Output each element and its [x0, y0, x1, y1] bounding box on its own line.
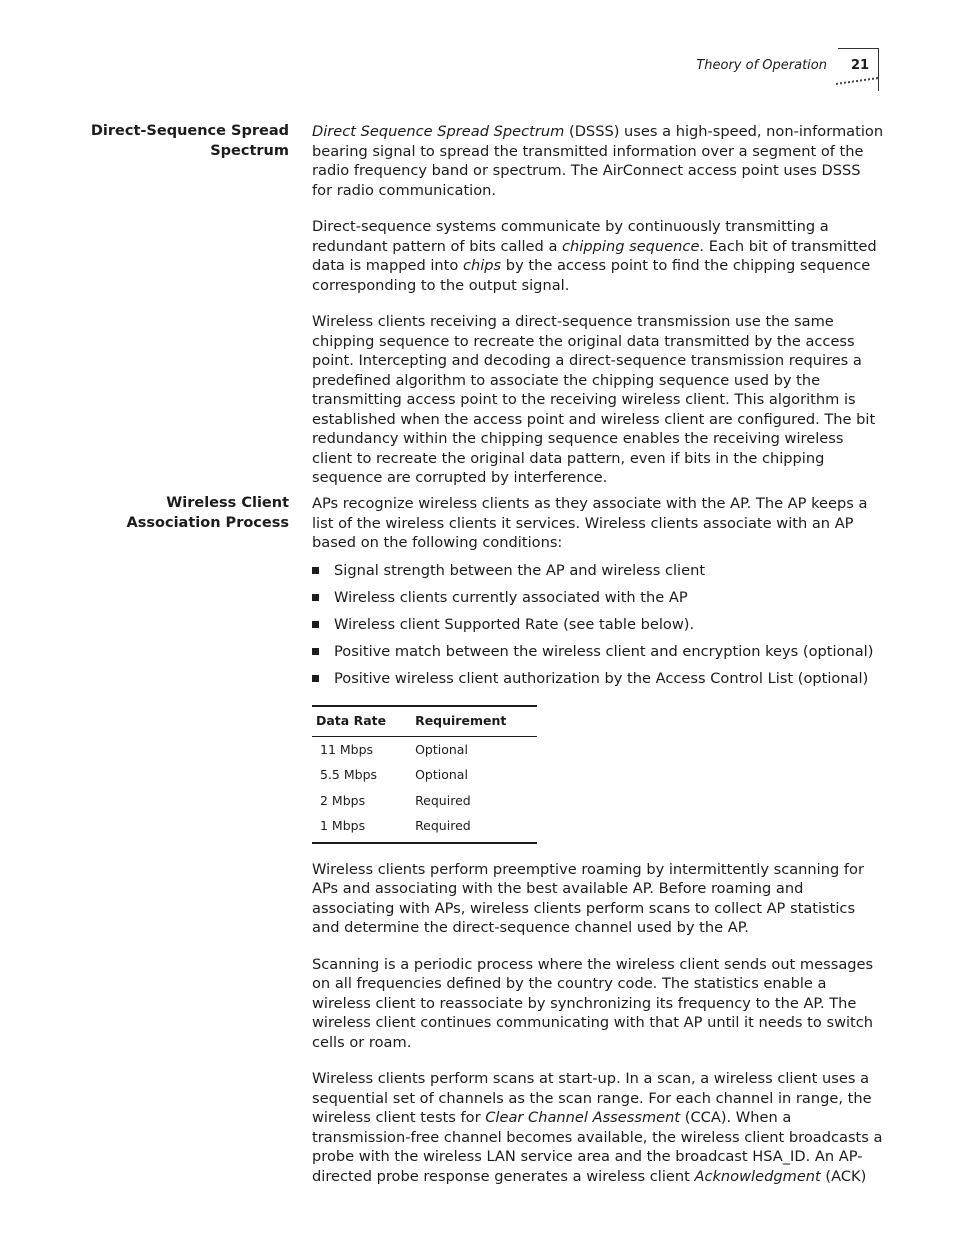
section-body-dsss — [312, 122, 884, 505]
italic-term: Direct Sequence Spread Spectrum — [312, 123, 565, 140]
table-row — [312, 788, 537, 814]
text-run: by the access point to find the chipping sequence corresponding to the output signal. — [312, 257, 871, 294]
paragraph: Wireless clients perform preemptive roaming by intermittently scanning for APs and associating with the best available AP. Before roaming and associating with APs, wireless clients perform scans to collect AP statistics and determine the direct-sequence channel used by the AP. — [312, 860, 864, 937]
list-item: Positive wireless client authorization by the Access Control List (optional) — [312, 669, 884, 689]
section-body-association — [312, 494, 884, 1203]
table-cell: Optional — [415, 767, 468, 783]
paragraph — [312, 217, 884, 295]
table-row — [312, 813, 537, 843]
paragraph: Scanning is a periodic process where the wireless client sends out messages on all frequencies defined by the country code. The statistics enable a wireless client to reassociate by synchronizing its frequency to the AP. The wireless client continues communicating with that AP until it needs to switch cells or roam. — [312, 955, 874, 1051]
table-cell: Required — [415, 792, 471, 808]
table-cell: 5.5 Mbps — [320, 767, 378, 783]
section-heading-dsss: Direct-Sequence Spread Spectrum — [90, 123, 289, 159]
italic-term: Acknowledgment — [694, 1167, 821, 1185]
text-run: . Each bit of transmitted data is mapped into — [312, 237, 877, 274]
paragraph: APs recognize wireless clients as they associate with the AP. The AP keeps a list of the wireless clients it services. Wireless clients associate with an AP based on the following conditions: — [312, 495, 868, 551]
text-run: Wireless clients perform scans at start-up. In a scan, a wireless client uses a sequential set of channels as the scan range. For each channel in range, the wireless client tests for — [312, 1070, 872, 1127]
text-run: (CCA). When a transmission-free channel becomes available, the wireless client broadcasts a probe with the wireless LAN service area and the broadcast HSA_ID. An AP-directed probe response generates a wireless client — [312, 1109, 883, 1185]
table-cell: Required — [411, 813, 537, 843]
italic-term: Clear Channel Assessment — [485, 1109, 681, 1127]
table-cell: 2 Mbps — [320, 792, 366, 808]
header-rule-horizontal — [838, 48, 878, 49]
section-heading-association — [89, 494, 289, 533]
table-header-row — [312, 706, 537, 736]
table-row — [312, 762, 537, 788]
text-run: Direct-sequence systems communicate by continuously transmitting a redundant pattern of bits called a — [312, 218, 829, 255]
italic-term: chips — [462, 257, 502, 274]
table-cell: Optional — [415, 741, 468, 757]
page-number: 21 — [851, 58, 870, 73]
data-rate-table — [312, 705, 537, 844]
paragraph: Wireless clients receiving a direct-sequence transmission use the same chipping sequence to recreate the original data transmitted by the access point. Intercepting and decoding a direct-sequence transmission requires a predefined algorithm to associate the chipping sequence used by the transmitting access point to the receiving wireless client. This algorithm is established when the access point and wireless client are configured. The bit redundancy within the chipping sequence enables the receiving wireless client to recreate the original data pattern, even if bits in the chipping sequence are corrupted by interference. — [312, 313, 876, 486]
list-item: Positive match between the wireless client and encryption keys (optional) — [312, 642, 884, 662]
heading-line: Association Process — [126, 514, 289, 531]
running-title: Theory of Operation — [696, 58, 827, 73]
heading-line: Wireless Client — [166, 495, 289, 511]
header-dotted-ornament — [836, 77, 878, 89]
text-run: (ACK) — [820, 1167, 867, 1185]
condition-list — [312, 561, 884, 689]
table-cell: 11 Mbps — [320, 741, 374, 757]
list-item: Signal strength between the AP and wireless client — [312, 561, 884, 581]
list-item: Wireless client Supported Rate (see table below). — [312, 615, 884, 635]
table-cell: 1 Mbps — [312, 813, 411, 843]
header-rule-vertical — [878, 48, 879, 91]
list-item: Wireless clients currently associated with the AP — [312, 588, 884, 608]
column-header: Data Rate — [312, 706, 411, 736]
paragraph — [312, 1069, 884, 1186]
column-header: Requirement — [411, 706, 537, 736]
italic-term: chipping sequence — [562, 237, 700, 255]
paragraph — [312, 122, 884, 200]
table-row — [312, 736, 537, 762]
text-run: (DSSS) uses a high-speed, non-information bearing signal to spread the transmitted information over a segment of the radio frequency band or spectrum. The AirConnect access point uses DSSS for radio communication. — [312, 123, 884, 199]
